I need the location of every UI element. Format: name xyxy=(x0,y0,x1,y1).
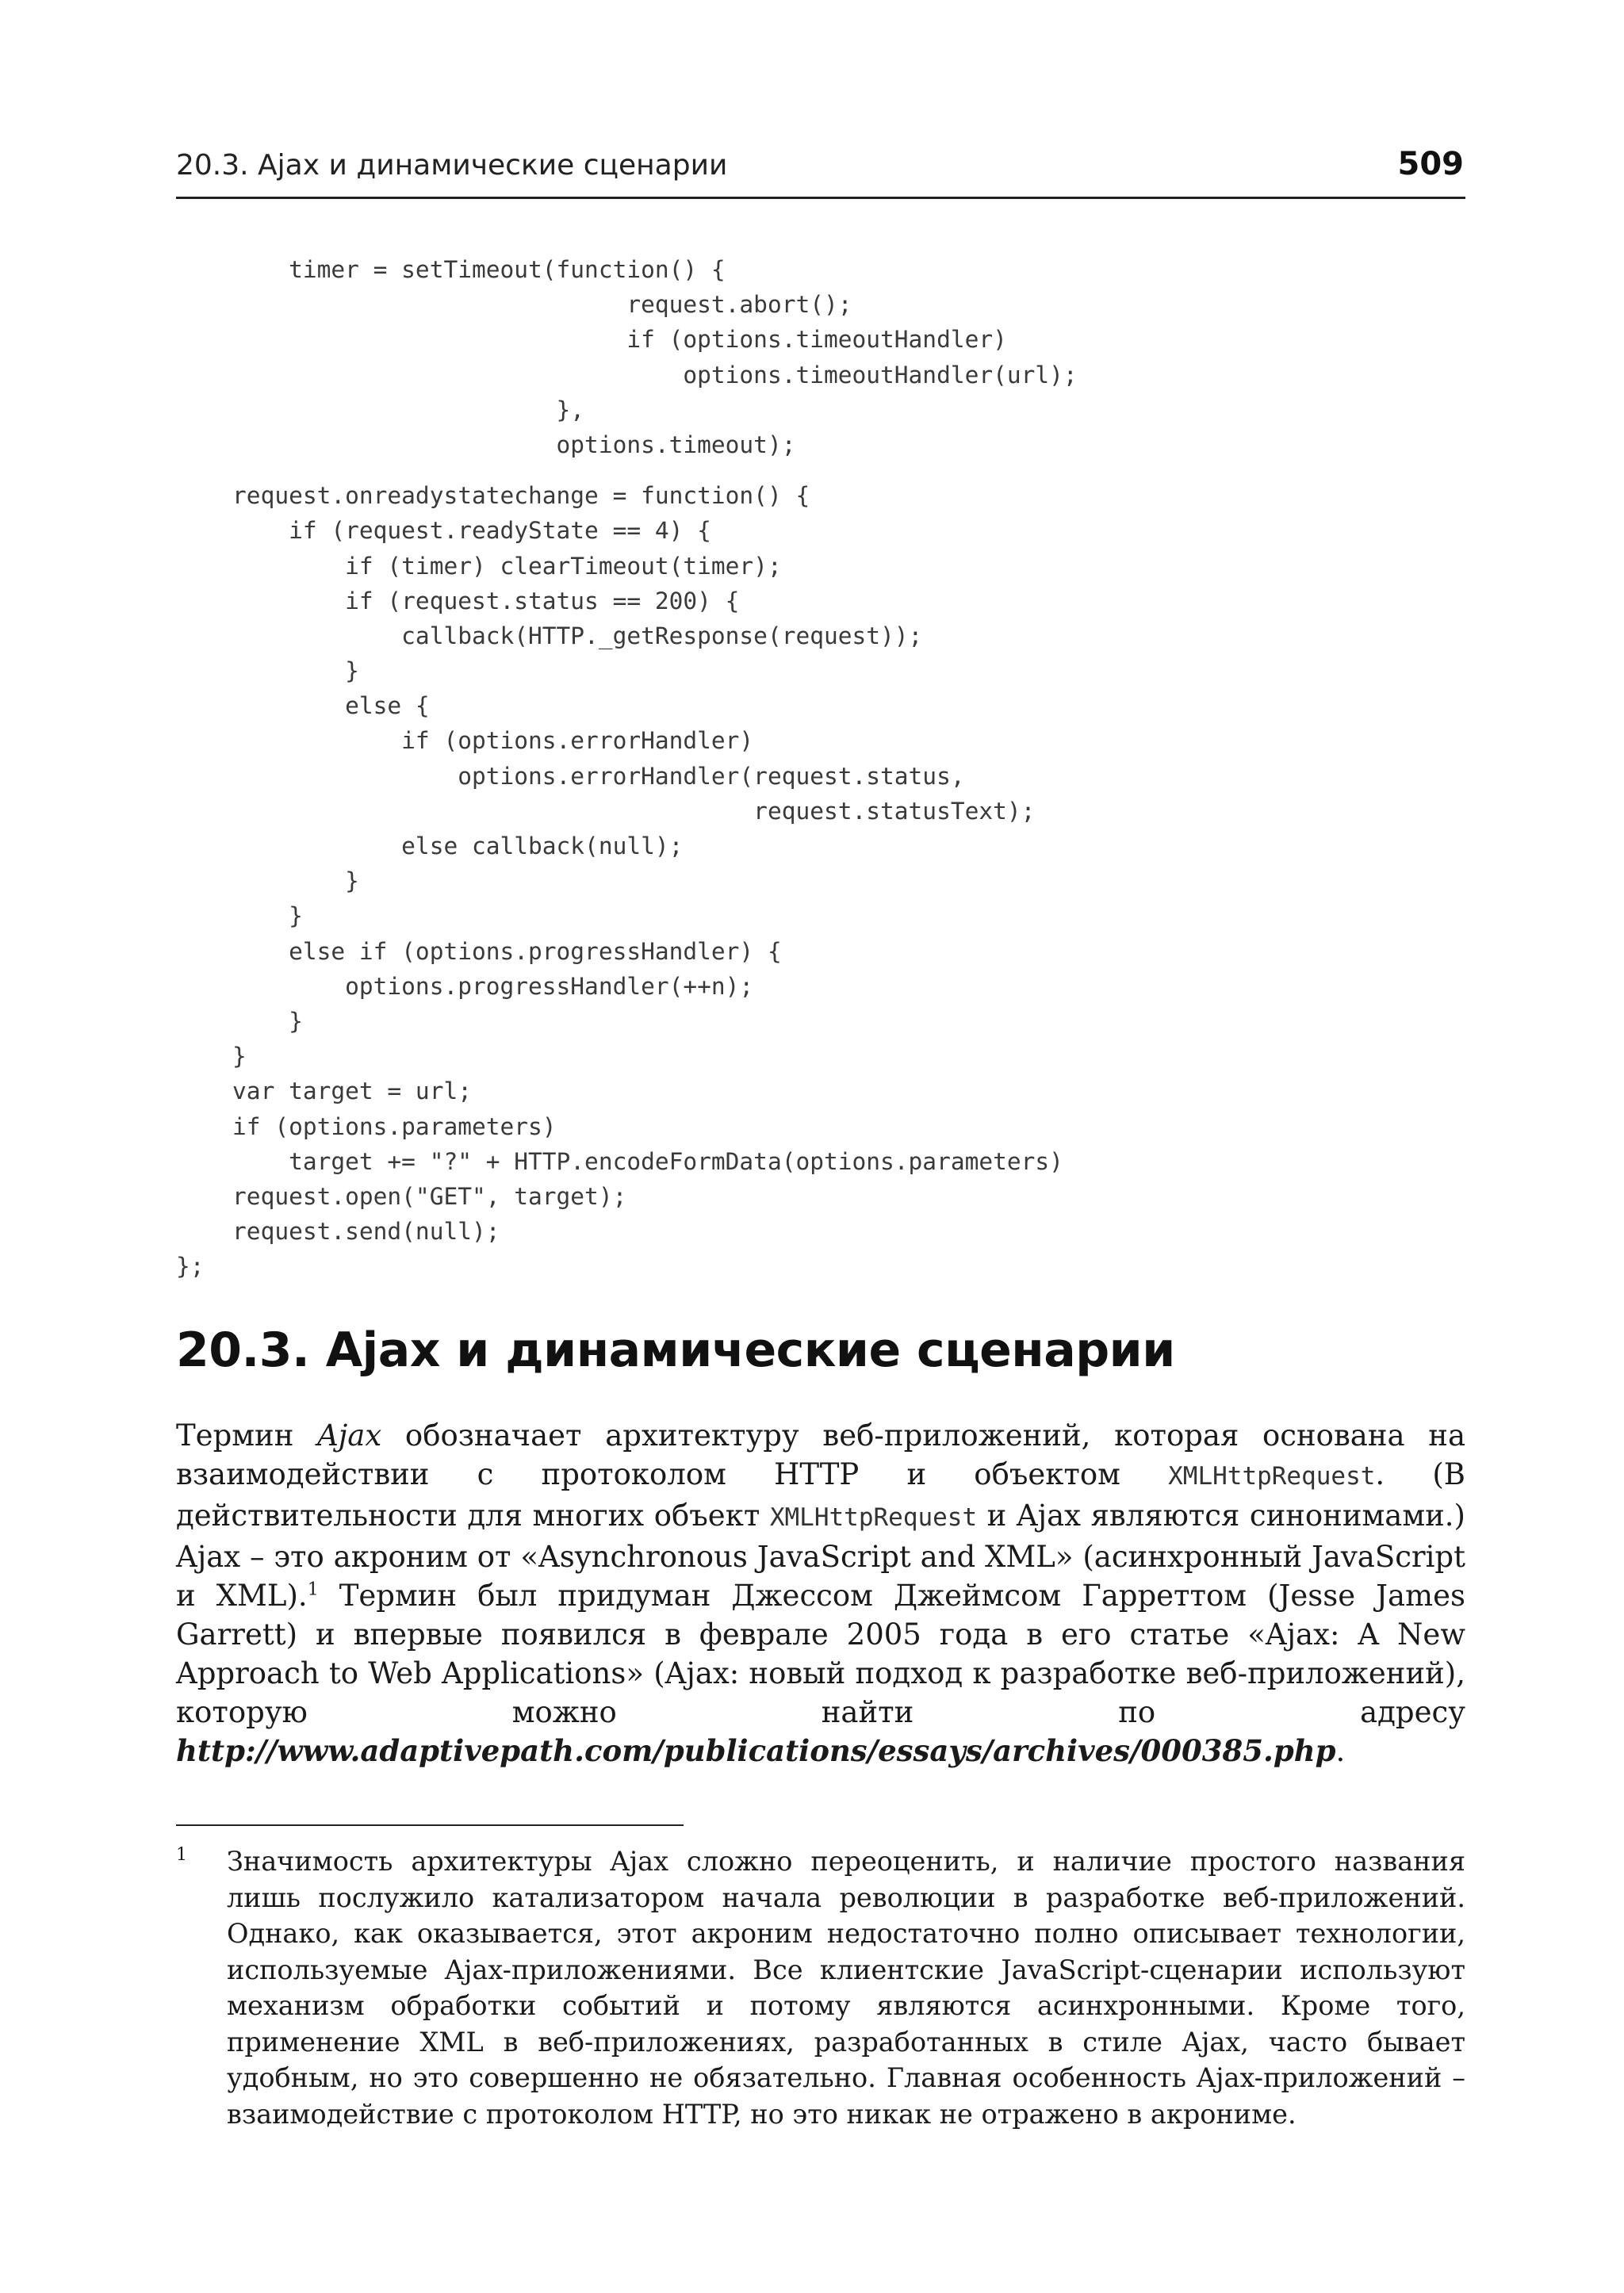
code-line: else callback(null); xyxy=(176,833,684,859)
code-line: if (request.status == 200) { xyxy=(176,587,740,614)
code-line: request.send(null); xyxy=(176,1218,500,1246)
code-line: target += "?" + HTTP.encodeFormData(options.parameters) xyxy=(176,1147,1063,1175)
code-listing xyxy=(176,252,1465,1284)
footnote-marker: 1 xyxy=(176,1845,187,1865)
code-line: callback(HTTP._getResponse(request)); xyxy=(176,622,923,649)
code-line: request.onreadystatechange = function() { xyxy=(176,482,810,510)
code-line: options.timeout); xyxy=(176,431,796,458)
body-text-segment: Термин был придуман Джессом Джеймсом Гарреттом (Jesse James Garrett) и впервые появился в феврале 2005 года в его статье «Ajax: A New Approach to Web Applications» (Ajax: новый подход к разработке веб-приложений), которую можно найти по адресу xyxy=(176,1579,1465,1729)
code-line: }, xyxy=(176,396,585,423)
code-line: if (options.parameters) xyxy=(176,1112,557,1140)
body-text-segment: . xyxy=(1335,1734,1346,1768)
code-line: if (timer) clearTimeout(timer); xyxy=(176,552,782,580)
body-text-segment: Термин xyxy=(176,1418,318,1453)
page-number: 509 xyxy=(1397,146,1464,182)
code-line: else if (options.progressHandler) { xyxy=(176,937,782,965)
section-heading: 20.3. Ajax и динамические сценарии xyxy=(176,1323,1175,1378)
code-line: options.errorHandler(request.status, xyxy=(176,762,965,790)
body-paragraph xyxy=(176,1416,1465,1770)
code-line: else { xyxy=(176,692,430,720)
code-line: options.timeoutHandler(url); xyxy=(176,361,1078,389)
code-line: if (options.errorHandler) xyxy=(176,727,754,755)
code-line: } xyxy=(176,1007,303,1035)
code-line: options.progressHandler(++n); xyxy=(176,972,754,1000)
body-text-segment: . (В действительности для многих объект xyxy=(176,1457,1465,1533)
running-title: 20.3. Ajax и динамические сценарии xyxy=(176,149,728,182)
code-line: var target = url; xyxy=(176,1078,472,1105)
running-head xyxy=(176,146,1465,199)
code-line: } xyxy=(176,867,359,895)
code-line: } xyxy=(176,902,303,930)
code-line: if (options.timeoutHandler) xyxy=(176,326,1007,354)
footnote-text: Значимость архитектуры Ajax сложно переоценить, и наличие простого названия лишь послужило катализатором начала революции в разработке веб-приложений. Однако, как оказывается, этот акроним недостаточно полно описывает технологии, используемые Ajax-приложениями. Все клиентские JavaScript-сценарии используют механизм обработки событий и потому являются асинхронными. Кроме того, применение XML в веб-приложениях, разработанных в стиле Ajax, часто бывает удобным, но это совершенно не обязательно. Главная особенность Ajax-приложений – взаимодействие с протоколом HTTP, но это никак не отражено в акрониме. xyxy=(227,1846,1465,2130)
code-line: request.open("GET", target); xyxy=(176,1182,627,1210)
footnote-reference: 1 xyxy=(307,1579,319,1600)
body-text-segment: и Ajax являются синонимами.) Ajax – это акроним от «Asynchronous JavaScript and XML» (асинхронный JavaScript и XML). xyxy=(176,1499,1465,1613)
code-line: if (request.readyState == 4) { xyxy=(176,517,711,545)
code-line: request.statusText); xyxy=(176,797,1036,825)
footnote xyxy=(176,1843,1465,2132)
inline-code-xmlhttprequest: XMLHttpRequest xyxy=(1168,1462,1376,1491)
code-line: }; xyxy=(176,1253,205,1280)
code-line: timer = setTimeout(function() { xyxy=(176,256,726,283)
code-line: } xyxy=(176,1043,247,1070)
inline-code-xmlhttprequest: XMLHttpRequest xyxy=(769,1503,978,1532)
code-line: } xyxy=(176,657,359,685)
ajax-term: Ajax xyxy=(317,1418,382,1453)
body-text-segment: обозначает архитектуру веб-приложений, которая основана на взаимодействии с протоколом HTTP и объектом xyxy=(176,1418,1465,1491)
article-url: http://www.adaptivepath.com/publications/essays/archives/000385.php xyxy=(176,1733,1336,1768)
code-line: request.abort(); xyxy=(176,291,852,319)
footnote-divider xyxy=(176,1824,684,1826)
